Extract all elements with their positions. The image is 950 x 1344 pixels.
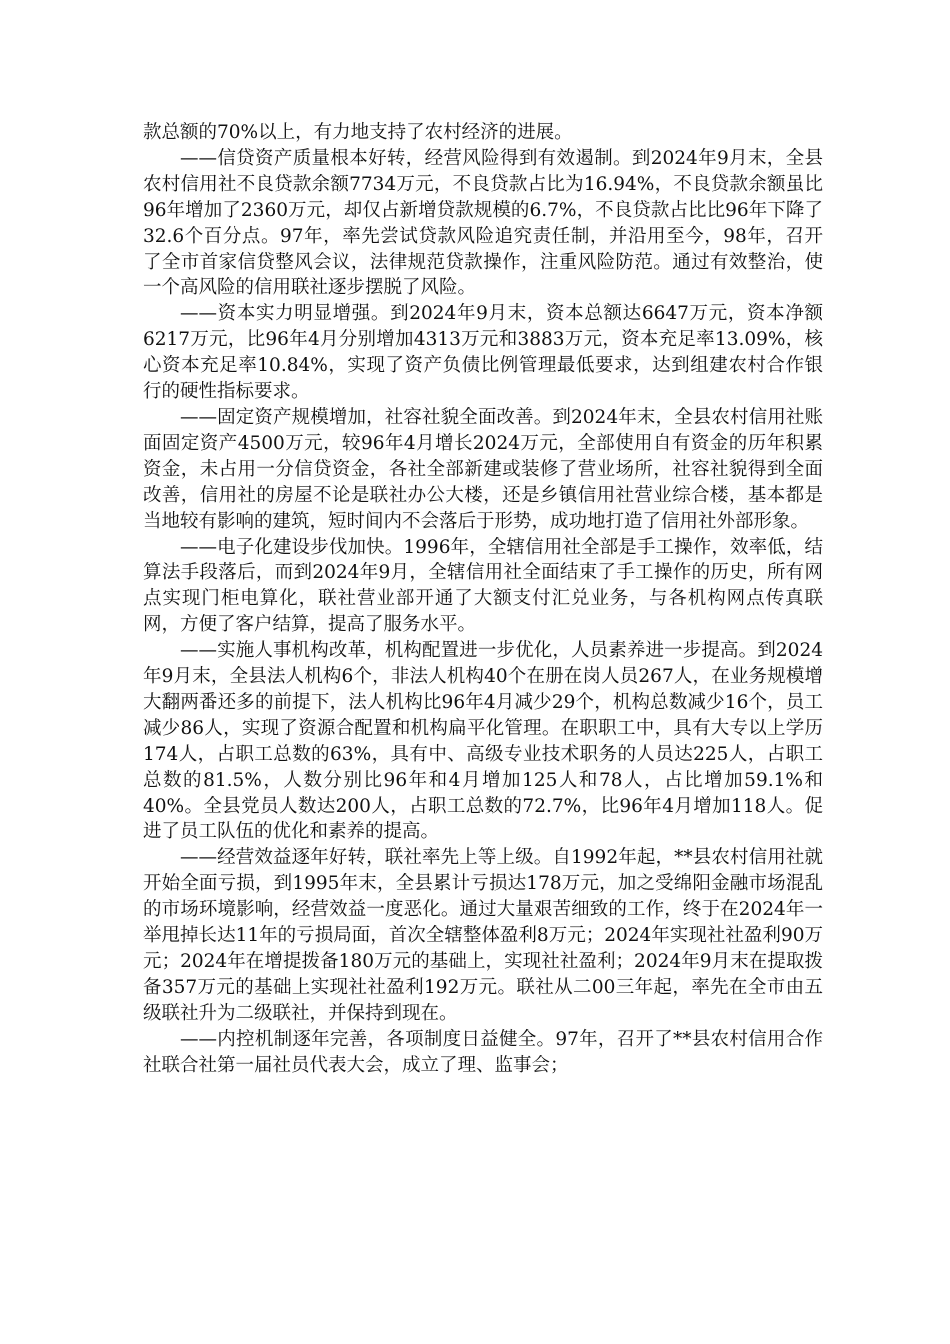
- document-body: [143, 120, 823, 1079]
- paragraph-internal-control: ——内控机制逐年完善，各项制度日益健全。97年，召开了**县农村信用合作社联合社第一届社员代表大会，成立了理、监事会；: [143, 1028, 823, 1076]
- paragraph-operating-benefits: ——经营效益逐年好转，联社率先上等上级。自1992年起，**县农村信用社就开始全面亏损，到1995年末，全县累计亏损达178万元，加之受绵阳金融市场混乱的市场环境影响，经营效益一度恶化。通过大量艰苦细致的工作，终于在2024年一举甩掉长达11年的亏损局面，首次全辖整体盈利8万元；2024年实现社社盈利90万元；2024年在增提拨备180万元的基础上，实现社社盈利；2024年9月末在提取拨备357万元的基础上实现社社盈利192万元。联社从二00三年起，率先在全市由五级联社升为二级联社，并保持到现在。: [143, 847, 823, 1024]
- paragraph-fixed-assets: ——固定资产规模增加，社容社貌全面改善。到2024年末，全县农村信用社账面固定资产4500万元，较96年4月增长2024万元，全部使用自有资金的历年积累资金，未占用一分信贷资金，各社全部新建或装修了营业场所，社容社貌得到全面改善，信用社的房屋不论是联社办公大楼，还是乡镇信用社营业综合楼，基本都是当地较有影响的建筑，短时间内不会落后于形势，成功地打造了信用社外部形象。: [143, 406, 823, 532]
- paragraph-credit-quality: ——信贷资产质量根本好转，经营风险得到有效遏制。到2024年9月末，全县农村信用社不良贷款余额7734万元，不良贷款占比为16.94%，不良贷款余额虽比96年增加了2360万元，却仅占新增贷款规模的6.7%，不良贷款占比比96年下降了32.6个百分点。97年，率先尝试贷款风险追究责任制，并沿用至今，98年，召开了全市首家信贷整风会议，法律规范贷款操作，注重风险防范。通过有效整治，使一个高风险的信用联社逐步摆脱了风险。: [143, 147, 823, 299]
- paragraph-personnel-reform: ——实施人事机构改革，机构配置进一步优化，人员素养进一步提高。到2024年9月末，全县法人机构6个，非法人机构40个在册在岗人员267人，在业务规模增大翻两番还多的前提下，法人机构比96年4月减少29个，机构总数减少16个，员工减少86人，实现了资源合配置和机构扁平化管理。在职职工中，具有大专以上学历174人，占职工总数的63%，具有中、高级专业技术职务的人员达225人，占职工总数的81.5%，人数分别比96年和4月增加125人和78人，占比增加59.1%和40%。全县党员人数达200人，占职工总数的72.7%，比96年4月增加118人。促进了员工队伍的优化和素养的提高。: [143, 640, 823, 843]
- paragraph-loan-support: 款总额的70%以上，有力地支持了农村经济的进展。: [143, 122, 573, 143]
- paragraph-capital-strength: ——资本实力明显增强。到2024年9月末，资本总额达6647万元，资本净额6217万元，比96年4月分别增加4313万元和3883万元，资本充足率13.09%，核心资本充足率10.84%，实现了资产负债比例管理最低要求，达到组建农村合作银行的硬性指标要求。: [143, 303, 823, 403]
- paragraph-electronization: ——电子化建设步伐加快。1996年，全辖信用社全部是手工操作，效率低，结算法手段落后，而到2024年9月，全辖信用社全面结束了手工操作的历史，所有网点实现门柜电算化，联社营业部开通了大额支付汇兑业务，与各机构网点传真联网，方便了客户结算，提高了服务水平。: [143, 536, 823, 636]
